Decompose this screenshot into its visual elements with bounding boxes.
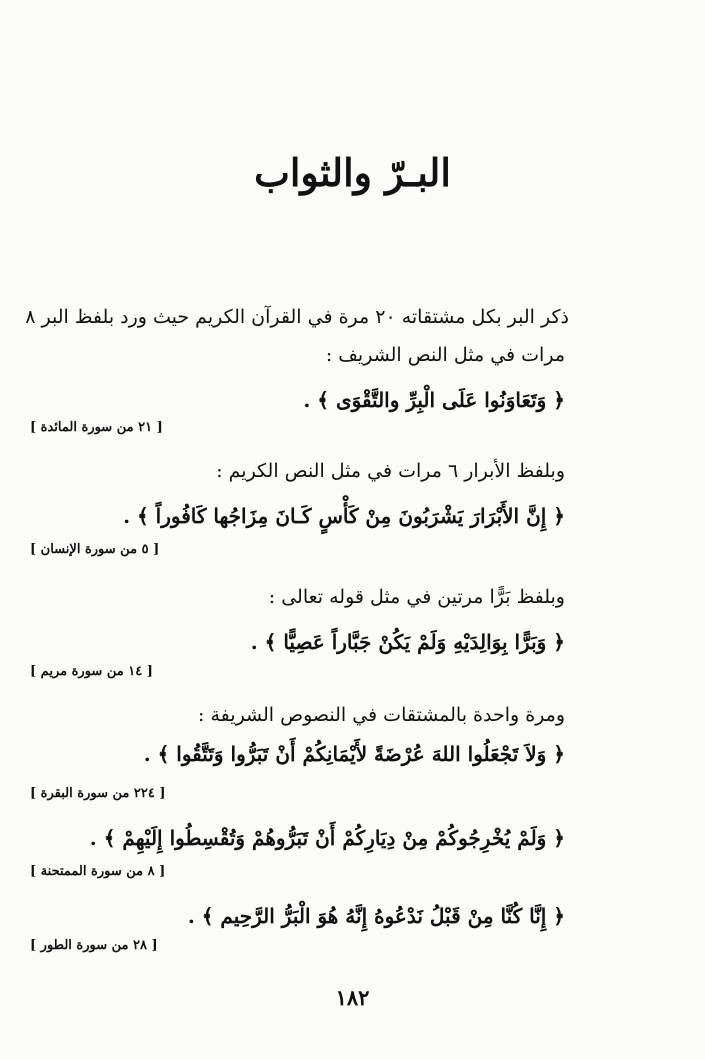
surah-reference: [ ٨ من سورة الممتحنة ] xyxy=(30,864,166,879)
quran-verse: ﴿ إِنَّ الأَبْرَارَ يَشْرَبُونَ مِنْ كَأْسٍ كَـانَ مِزَاجُها كَافُوراً ﴾ . xyxy=(123,504,565,528)
surah-reference: [ ١٤ من سورة مريم ] xyxy=(30,664,153,679)
page-number: ١٨٢ xyxy=(335,985,370,1010)
surah-reference: [ ٢٨ من سورة الطور ] xyxy=(30,938,158,953)
quran-verse: ﴿ وَلَمْ يُخْرِجُوكُمْ مِنْ دِيَارِكُمْ أَنْ تَبَرُّوهُمْ وَتُقْسِطُوا إِلَيْهِمْ ﴾ . xyxy=(89,826,565,850)
quran-verse: ﴿ وَتَعَاوَنُوا عَلَى الْبِرِّ والتَّقْوَى ﴾ . xyxy=(303,388,565,412)
surah-reference: [ ٥ من سورة الإنسان ] xyxy=(30,542,160,557)
paragraph-line: مرات في مثل النص الشريف : xyxy=(325,344,565,366)
paragraph-line: وبلفظ الأبرار ٦ مرات في مثل النص الكريم : xyxy=(216,460,565,482)
paragraph-line: وبلفظ بَرًّا مرتين في مثل قوله تعالى : xyxy=(268,586,565,608)
quran-verse: ﴿ وَبَرًّا بِوَالِدَيْهِ وَلَمْ يَكُنْ جَبَّاراً عَصِيًّا ﴾ . xyxy=(250,630,565,654)
paragraph-line: ومرة واحدة بالمشتقات في النصوص الشريفة : xyxy=(198,704,565,726)
paragraph-line: ذكر البر بكل مشتقاته ٢٠ مرة في القرآن الكريم حيث ورد بلفظ البر ٨ xyxy=(25,306,569,328)
quran-verse: ﴿ وَلاَ تَجْعَلُوا اللهَ عُرْضَةً لأَيْمَانِكُمْ أَنْ تَبَرُّوا وَتَتَّقُوا ﴾ . xyxy=(143,742,565,766)
chapter-title: البـرّ والثواب xyxy=(254,150,451,195)
surah-reference: [ ٢١ من سورة المائدة ] xyxy=(30,420,163,435)
quran-verse: ﴿ إِنَّا كُنَّا مِنْ قَبْلُ نَدْعُوهُ إِنَّهُ هُوَ الْبَرُّ الرَّحِيم ﴾ . xyxy=(187,904,565,928)
surah-reference: [ ٢٢٤ من سورة البقرة ] xyxy=(30,786,166,801)
